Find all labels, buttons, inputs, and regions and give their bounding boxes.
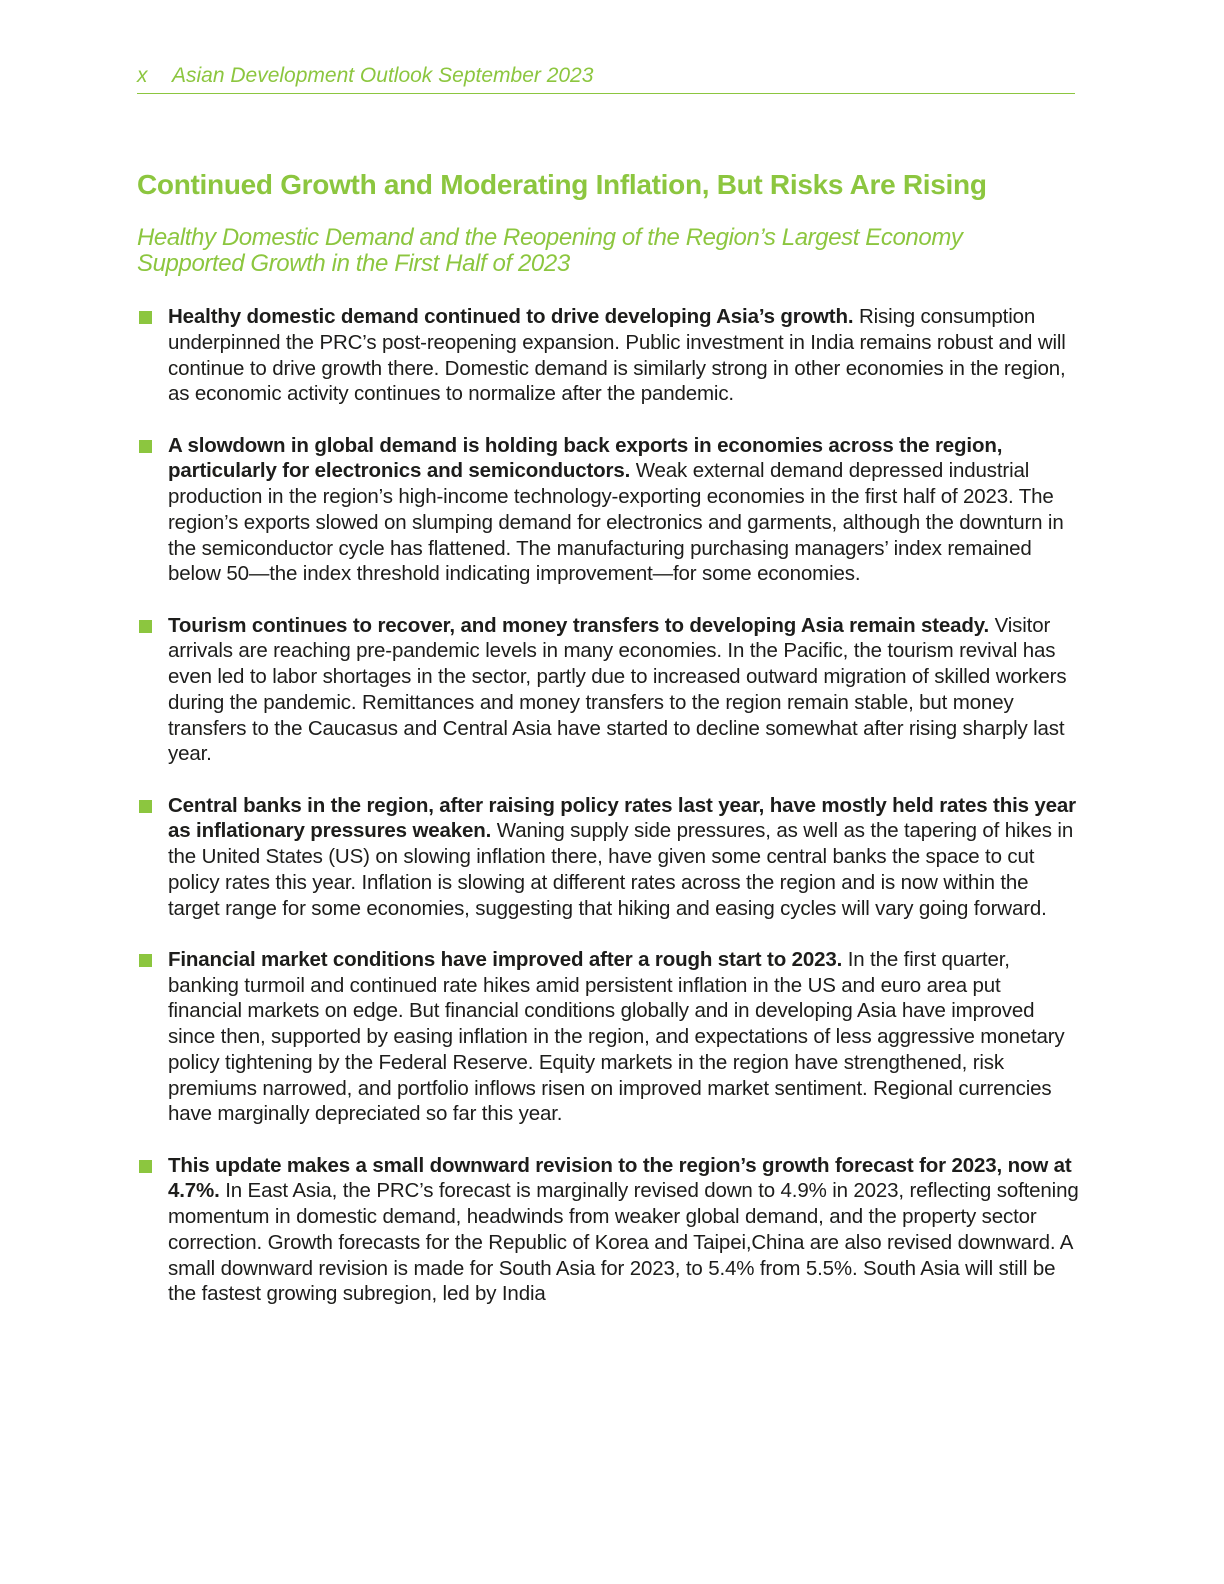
page-number: x	[137, 64, 148, 87]
square-bullet-icon	[139, 800, 152, 813]
list-item	[137, 947, 1079, 1127]
square-bullet-icon	[139, 440, 152, 453]
list-item	[137, 1153, 1079, 1308]
square-bullet-icon	[139, 1160, 152, 1173]
bullet-body: In the first quarter, banking turmoil and continued rate hikes amid persistent inflation in the US and euro area put financial markets on edge. But financial conditions globally and in developing Asia have improved since then, supported by easing inflation in the region, and expectations of less aggressive monetary policy tightening by the Federal Reserve. Equity markets in the region have strengthened, risk premiums narrowed, and portfolio inflows risen on improved market sentiment. Regional currencies have marginally depreciated so far this year.	[168, 947, 1065, 1126]
publication-title: Asian Development Outlook September 2023	[172, 64, 594, 87]
bullet-body: Visitor arrivals are reaching pre-pandemic levels in many economies. In the Pacific, the tourism revival has even led to labor shortages in the sector, partly due to increased outward migration of skilled workers during the pandemic. Remittances and money transfers to the region remain stable, but money transfers to the Caucasus and Central Asia have started to decline somewhat after rising sharply last year.	[168, 613, 1067, 766]
bullet-body: Waning supply side pressures, as well as the tapering of hikes in the United States (US) on slowing inflation there, have given some central banks the space to cut policy rates this year. Inflation is slowing at different rates across the region and is now within the target range for some economies, suggesting that hiking and easing cycles will vary going forward.	[168, 819, 1074, 920]
bullet-lead: Healthy domestic demand continued to drive developing Asia’s growth.	[168, 305, 854, 328]
section-subtitle-line-2: Supported Growth in the First Half of 2023	[137, 250, 570, 277]
list-item	[137, 304, 1079, 407]
square-bullet-icon	[139, 954, 152, 967]
list-item	[137, 793, 1079, 922]
bullet-body: Rising consumption underpinned the PRC’s post-reopening expansion. Public investment in India remains robust and will continue to drive growth there. Domestic demand is similarly strong in other economies in the region, as economic activity continues to normalize after the pandemic.	[168, 305, 1066, 406]
section-title: Continued Growth and Moderating Inflation, But Risks Are Rising	[137, 169, 987, 200]
section-subtitle	[137, 225, 1037, 277]
square-bullet-icon	[139, 311, 152, 324]
square-bullet-icon	[139, 620, 152, 633]
list-item	[137, 433, 1079, 588]
bullet-lead: A slowdown in global demand is holding back exports in economies across the region, particularly for electronics and semiconductors.	[168, 433, 1003, 483]
bullet-lead: Central banks in the region, after raising policy rates last year, have mostly held rates this year as inflationary pressures weaken.	[168, 793, 1077, 843]
list-item	[137, 613, 1079, 768]
bullet-lead: This update makes a small downward revision to the region’s growth forecast for 2023, now at 4.7%.	[168, 1153, 1072, 1203]
bullet-body: Weak external demand depressed industrial production in the region’s high-income technology-exporting economies in the first half of 2023. The region’s exports slowed on slumping demand for electronics and garments, although the downturn in the semiconductor cycle has flattened. The manufacturing purchasing managers’ index remained below 50—the index threshold indicating improvement—for some economies.	[168, 459, 1064, 586]
bullet-lead: Tourism continues to recover, and money transfers to developing Asia remain steady.	[168, 613, 990, 637]
section-subtitle-line-1: Healthy Domestic Demand and the Reopening of the Region’s Largest Economy	[137, 224, 963, 251]
bullet-body: In East Asia, the PRC’s forecast is marginally revised down to 4.9% in 2023, reflecting softening momentum in domestic demand, headwinds from weaker global demand, and the property sector correction. Growth forecasts for the Republic of Korea and Taipei,China are also revised downward. A small downward revision is made for South Asia for 2023, to 5.4% from 5.5%. South Asia will still be the fastest growing subregion, led by India	[168, 1179, 1079, 1306]
running-header	[137, 62, 1075, 94]
bullet-lead: Financial market conditions have improved after a rough start to 2023.	[168, 947, 843, 971]
key-points-list	[137, 304, 1079, 1333]
